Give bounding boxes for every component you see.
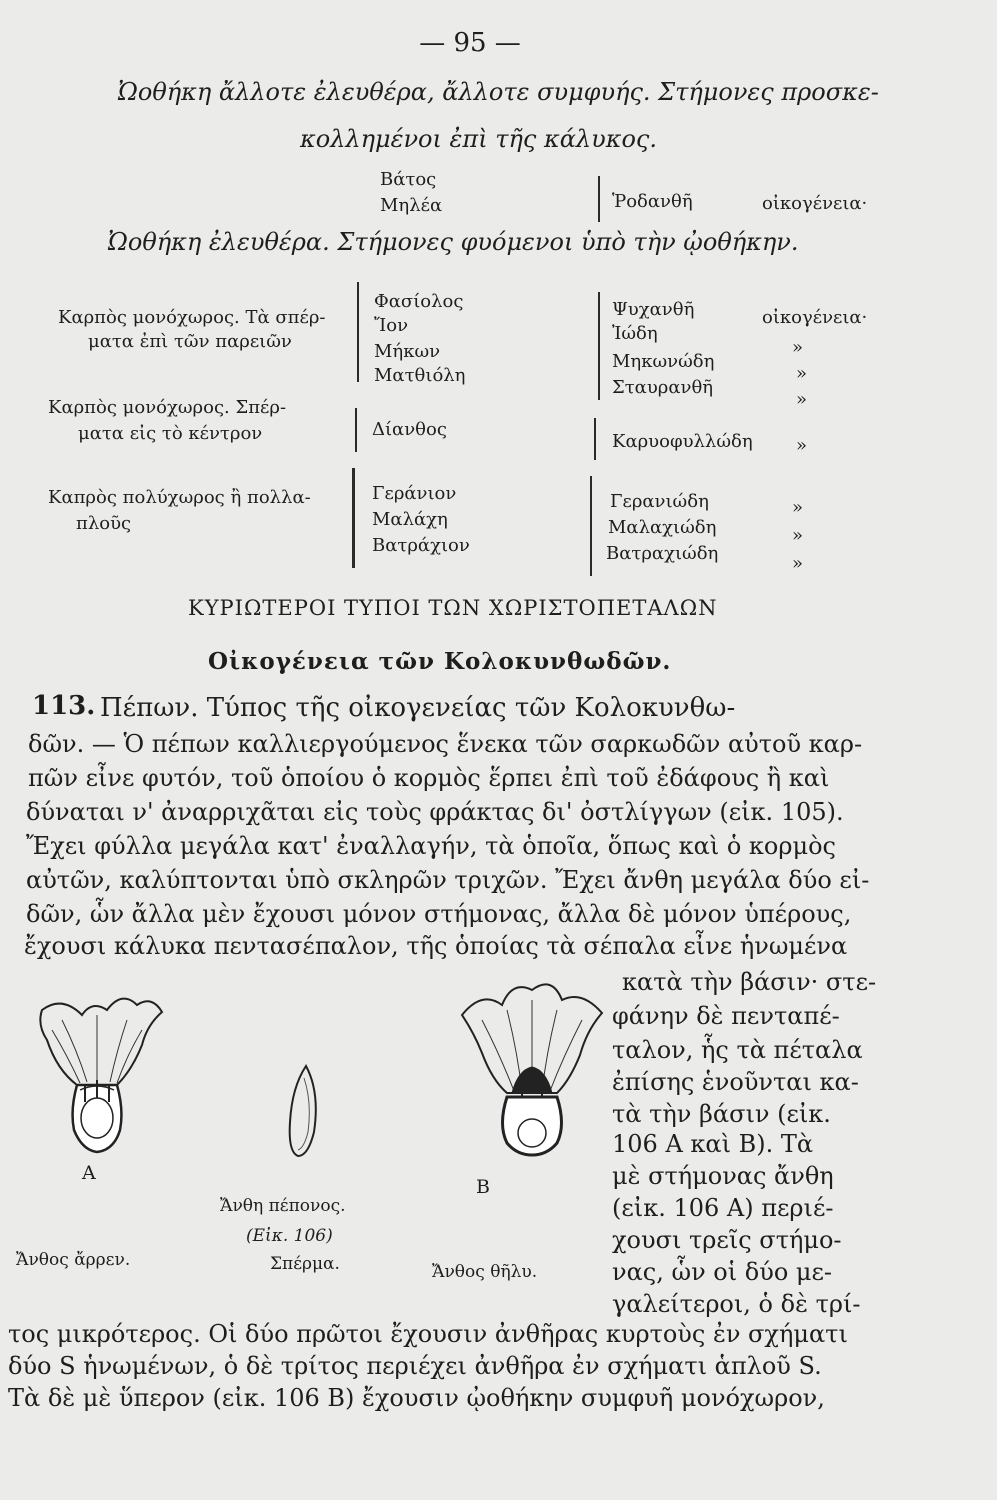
right-line-10: γαλείτεροι, ὁ δὲ τρί-: [612, 1290, 861, 1318]
plant-matthiole: Ματθιόλη: [374, 365, 466, 386]
row3-desc-b: πλοῦς: [76, 513, 132, 534]
body-line-5: αὐτῶν, καλύπτονται ὑπὸ σκληρῶν τριχῶν. Ἔχει ἄνθη μεγάλα δύο εἰ-: [26, 866, 870, 894]
family-stauranthe: Σταυρανθῆ: [612, 377, 714, 398]
family-malachiode: Μαλαχιώδη: [608, 517, 717, 538]
vline-plants-3: [352, 468, 355, 568]
intro-line-1: Ὠοθήκη ἄλλοτε ἐλευθέρα, ἄλλοτε συμφυής. Στήμονες προσκε-: [118, 78, 879, 106]
vline-families-1: [598, 292, 600, 400]
caption-ref: (Εἰκ. 106): [246, 1226, 333, 1246]
female-flower-illustration: [452, 975, 612, 1160]
caption-female-flower: Ἄνθος θῆλυ.: [432, 1262, 538, 1282]
plant-ion: Ἴον: [374, 315, 409, 336]
ditto-4: »: [796, 435, 808, 456]
intro-line-2: κολλημένοι ἐπὶ τῆς κάλυκος.: [300, 125, 657, 153]
right-line-1: φάνην δὲ πενταπέ-: [612, 1002, 840, 1030]
body-line-0: Πέπων. Τύπος τῆς οἰκογενείας τῶν Κολοκυνθω-: [100, 693, 736, 723]
caption-male-flower: Ἄνθος ἄρρεν.: [16, 1250, 131, 1270]
family-psychanthe: Ψυχανθῆ: [612, 299, 695, 320]
paragraph-number: 113.: [32, 691, 96, 721]
bracket-line: [598, 176, 600, 222]
right-line-0: κατὰ τὴν βάσιν· στε-: [622, 968, 877, 996]
family-title: Οἰκογένεια τῶν Κολοκυνθωδῶν.: [208, 648, 672, 675]
section-title: ΚΥΡΙΩΤΕΡΟΙ ΤΥΠΟΙ ΤΩΝ ΧΩΡΙΣΤΟΠΕΤΑΛΩΝ: [188, 596, 718, 620]
row2-desc-b: ματα εἰς τὸ κέντρον: [78, 423, 263, 444]
body-line-7: ἔχουσι κάλυκα πεντασέπαλον, τῆς ὁποίας τὰ σέπαλα εἶνε ἡνωμένα: [24, 932, 848, 960]
bottom-line-2: Τὰ δὲ μὲ ὕπερον (εἰκ. 106 Β) ἔχουσιν ᾠοθήκην συμφυῆ μονόχωρον,: [8, 1384, 825, 1412]
right-line-3: ἐπίσης ἑνοῦνται κα-: [612, 1068, 859, 1096]
caption-title: Ἄνθη πέπονος.: [220, 1196, 346, 1216]
family-mekonode: Μηκωνώδη: [612, 351, 715, 372]
vline-plants-1: [357, 282, 359, 382]
body-line-2: πῶν εἶνε φυτόν, τοῦ ὁποίου ὁ κορμὸς ἕρπει ἐπὶ τοῦ ἐδάφους ἢ καὶ: [28, 764, 830, 792]
vline-families-2: [594, 418, 596, 460]
row1-desc-a: Καρπὸς μονόχωρος. Τὰ σπέρ-: [58, 307, 326, 328]
ditto-7: »: [792, 553, 804, 574]
heading-ovary-free: Ὠοθήκη ἐλευθέρα. Στήμονες φυόμενοι ὑπὸ τὴν ᾠοθήκην.: [108, 228, 799, 256]
label-a: Α: [82, 1162, 96, 1184]
vline-families-3: [590, 476, 592, 576]
ditto-5: »: [792, 497, 804, 518]
family-rodanthe: Ῥοδανθῆ: [612, 191, 693, 212]
family-karyofyllode: Καρυοφυλλώδη: [612, 431, 753, 452]
plant-dianthos: Δίανθος: [372, 419, 447, 440]
row2-desc-a: Καρπὸς μονόχωρος. Σπέρ-: [48, 397, 287, 418]
body-line-4: Ἔχει φύλλα μεγάλα κατ' ἐναλλαγήν, τὰ ὁποῖα, ὅπως καὶ ὁ κορμὸς: [26, 832, 836, 860]
family-iode: Ἰώδη: [612, 323, 658, 344]
plant-geranion: Γεράνιον: [372, 483, 457, 504]
family-label: οἰκογένεια·: [762, 193, 868, 214]
plant-melea: Μηλέα: [380, 195, 443, 216]
row1-family-label: οἰκογένεια·: [762, 307, 868, 328]
label-b: Β: [476, 1176, 490, 1198]
body-line-6: δῶν, ὧν ἄλλα μὲν ἔχουσι μόνον στήμονας, ἄλλα δὲ μόνον ὑπέρους,: [26, 900, 852, 928]
plant-batos: Βάτος: [380, 169, 437, 190]
ditto-2: »: [796, 363, 808, 384]
family-batrachiode: Βατραχιώδη: [606, 543, 719, 564]
right-line-5: 106 Α καὶ Β). Τὰ: [612, 1130, 814, 1158]
row1-desc-b: ματα ἐπὶ τῶν παρειῶν: [88, 331, 292, 352]
body-line-1: δῶν. — Ὁ πέπων καλλιεργούμενος ἕνεκα τῶν σαρκωδῶν αὐτοῦ καρ-: [28, 730, 863, 758]
seed-illustration: [284, 1062, 324, 1162]
body-line-3: δύναται ν' ἀναρριχᾶται εἰς τοὺς φράκτας δι' ὀστλίγγων (εἰκ. 105).: [26, 798, 844, 826]
male-flower-illustration: [22, 990, 172, 1165]
right-line-6: μὲ στήμονας ἄνθη: [612, 1162, 834, 1190]
ditto-1: »: [792, 337, 804, 358]
plant-malache: Μαλάχη: [372, 509, 448, 530]
plant-fasiolos: Φασίολος: [374, 291, 464, 312]
family-geraniode: Γερανιώδη: [610, 491, 709, 512]
caption-seed: Σπέρμα.: [270, 1254, 340, 1274]
vline-plants-2: [355, 408, 357, 452]
right-line-8: χουσι τρεῖς στήμο-: [612, 1226, 842, 1254]
bottom-line-0: τος μικρότερος. Οἱ δύο πρῶτοι ἔχουσιν ἀνθῆρας κυρτοὺς ἐν σχήματι: [8, 1320, 848, 1348]
ditto-6: »: [792, 525, 804, 546]
row3-desc-a: Καπρὸς πολύχωρος ἢ πολλα-: [48, 487, 311, 508]
page-number: — 95 —: [419, 28, 521, 58]
bottom-line-1: δύο S ἡνωμένων, ὁ δὲ τρίτος περιέχει ἀνθῆρα ἐν σχήματι ἁπλοῦ S.: [8, 1352, 822, 1380]
ditto-3: »: [796, 389, 808, 410]
right-line-7: (εἰκ. 106 Α) περιέ-: [612, 1194, 834, 1222]
right-line-2: ταλον, ἧς τὰ πέταλα: [612, 1036, 863, 1064]
plant-mekon: Μήκων: [374, 341, 441, 362]
right-line-9: νας, ὧν οἱ δύο με-: [612, 1258, 833, 1286]
right-line-4: τὰ τὴν βάσιν (εἰκ.: [612, 1100, 831, 1128]
plant-batrachion: Βατράχιον: [372, 535, 470, 556]
